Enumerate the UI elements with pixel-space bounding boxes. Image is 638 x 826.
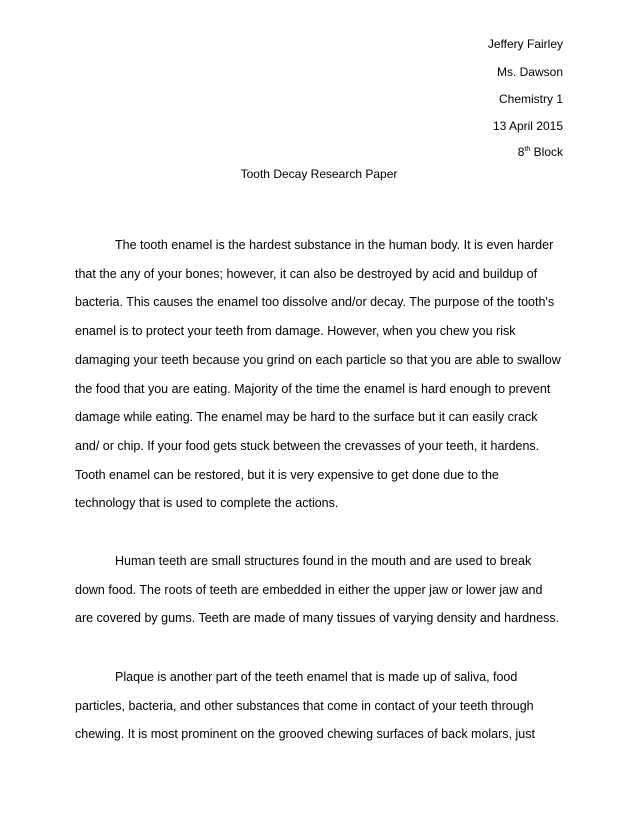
class-block — [518, 145, 563, 159]
paragraph-line: damage while eating. The enamel may be hard to the surface but it can easily crack — [75, 410, 538, 425]
block-number: 8 — [517, 145, 525, 159]
block-word: Block — [533, 145, 563, 159]
paragraph-line: and/ or chip. If your food gets stuck between the crevasses of your teeth, it hardens. — [75, 438, 540, 453]
paragraph-line: the food that you are eating. Majority of the time the enamel is hard enough to prevent — [75, 381, 551, 396]
teacher-name: Ms. Dawson — [496, 65, 563, 79]
paragraph-line: bacteria. This causes the enamel too dissolve and/or decay. The purpose of the tooth's — [75, 295, 555, 310]
paper-title: Tooth Decay Research Paper — [240, 167, 398, 181]
paragraph-line: Human teeth are small structures found in the mouth and are used to break — [115, 554, 532, 568]
paragraph-line: The tooth enamel is the hardest substance in the human body. It is even harder — [115, 238, 554, 252]
paragraph-line: that the any of your bones; however, it can also be destroyed by acid and buildup of — [75, 266, 538, 281]
paragraph-line: particles, bacteria, and other substances that come in contact of your teeth through — [75, 698, 534, 713]
paragraph-line: enamel is to protect your teeth from damage. However, when you chew you risk — [75, 324, 516, 339]
course-name: Chemistry 1 — [498, 92, 563, 106]
paragraph-line: chewing. It is most prominent on the grooved chewing surfaces of back molars, just — [75, 727, 535, 742]
paragraph-line: Plaque is another part of the teeth enamel that is made up of saliva, food — [115, 670, 518, 684]
paragraph-line: damaging your teeth because you grind on each particle so that you are able to swallow — [75, 352, 561, 367]
paragraph-line: Tooth enamel can be restored, but it is very expensive to get done due to the — [75, 467, 499, 482]
paragraph-line: technology that is used to complete the actions. — [75, 496, 339, 511]
paragraph-line: down food. The roots of teeth are embedded in either the upper jaw or lower jaw and — [75, 582, 543, 597]
author-name: Jeffery Fairley — [487, 37, 563, 51]
block-ordinal: th — [524, 146, 531, 153]
paper-date: 13 April 2015 — [492, 119, 563, 133]
paragraph-line: are covered by gums. Teeth are made of many tissues of varying density and hardness. — [75, 611, 560, 626]
